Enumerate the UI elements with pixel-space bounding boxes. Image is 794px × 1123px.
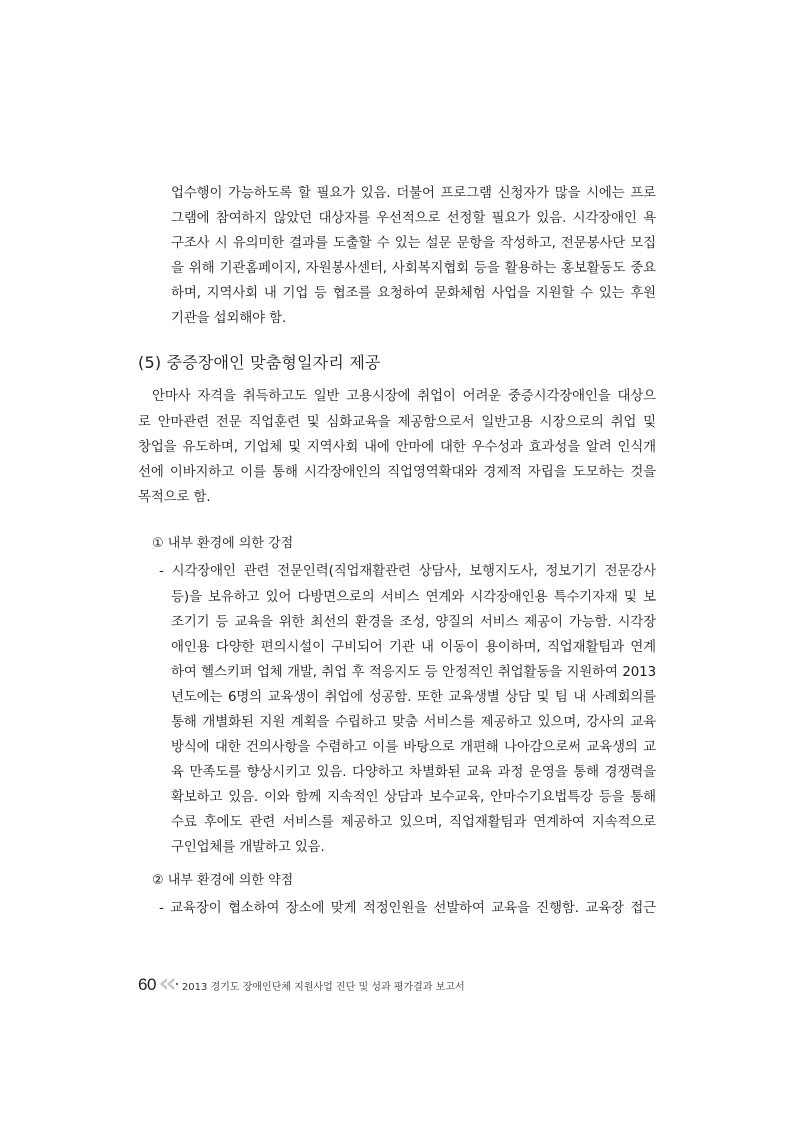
text-line: 창업을 유도하며, 기업체 및 지역사회 내에 안마에 대한 우수성과 효과성을 알려 인식개: [138, 440, 656, 455]
text-line: 업수행이 가능하도록 할 필요가 있음. 더불어 프로그램 신청자가 많을 시에는 프로: [171, 186, 656, 201]
double-chevron-icon: [158, 976, 178, 995]
text-line: 조기기 등 교육을 위한 최선의 환경을 조성, 양질의 서비스 제공이 가능함. 시각장: [171, 615, 656, 630]
text-line: 수료 후에도 관련 서비스를 제공하고 있으며, 직업재활팀과 연계하여 지속적으로: [171, 815, 656, 830]
text-line: 애인용 다양한 편의시설이 구비되어 기관 내 이동이 용이하며, 직업재활팀과 연계: [171, 640, 656, 655]
section-heading: (5) 중증장애인 맞춤형일자리 제공: [138, 353, 381, 372]
page-number: 60: [138, 975, 156, 994]
text-line: 구인업체를 개발하고 있음.: [171, 840, 325, 855]
text-line: 년도에는 6명의 교육생이 취업에 성공함. 또한 교육생별 상담 및 팀 내 사례회의를: [171, 690, 656, 705]
text-line: 육 만족도를 향상시키고 있음. 다양하고 차별화된 교육 과정 운영을 통해 경쟁력을: [171, 765, 656, 780]
text-line: 을 위해 기관홈페이지, 자원봉사센터, 사회복지협회 등을 활용하는 홍보활동도 중요: [171, 261, 656, 276]
text-line: 확보하고 있음. 이와 함께 지속적인 상담과 보수교육, 안마수기요법특강 등을 통해: [171, 790, 656, 805]
subsection-title: ① 내부 환경에 의한 강점: [152, 536, 294, 551]
text-line: 구조사 시 유의미한 결과를 도출할 수 있는 설문 문항을 작성하고, 전문봉사단 모집: [171, 236, 656, 251]
text-line: - 시각장애인 관련 전문인력(직업재활관련 상담사, 보행지도사, 정보기기 전문강사: [159, 564, 656, 579]
text-line: 기관을 섭외해야 함.: [171, 311, 287, 326]
text-line: 목적으로 함.: [138, 490, 211, 505]
text-line: 선에 이바지하고 이를 통해 시각장애인의 직업영역확대와 경제적 자립을 도모하는 것을: [138, 465, 656, 480]
subsection-title: ② 내부 환경에 의한 약점: [152, 873, 294, 888]
text-line: 등)을 보유하고 있어 다방면으로의 서비스 연계와 시각장애인용 특수기자재 및 보: [171, 590, 656, 605]
text-line: 그램에 참여하지 않았던 대상자를 우선적으로 선정할 필요가 있음. 시각장애인 욕: [171, 211, 656, 226]
text-line: 하며, 지역사회 내 기업 등 협조를 요청하여 문화체험 사업을 지원할 수 있는 후원: [171, 286, 656, 301]
text-line: 통해 개별화된 지원 계획을 수립하고 맞춤 서비스를 제공하고 있으며, 강사의 교육: [171, 715, 656, 730]
text-line: 방식에 대한 건의사항을 수렴하고 이를 바탕으로 개편해 나아감으로써 교육생의 교: [171, 740, 656, 755]
text-line: 안마사 자격을 취득하고도 일반 고용시장에 취업이 어려운 중증시각장애인을 대상으: [152, 389, 656, 404]
text-line: - 교육장이 협소하여 장소에 맞게 적정인원을 선발하여 교육을 진행함. 교육장 접근: [159, 901, 656, 916]
footer-title: 2013 경기도 장애인단체 지원사업 진단 및 성과 평가결과 보고서: [181, 981, 465, 993]
text-line: 로 안마관련 전문 직업훈련 및 심화교육을 제공함으로서 일반고용 시장으로의 취업 및: [138, 415, 656, 430]
text-line: 하여 헬스키퍼 업체 개발, 취업 후 적응지도 등 안정적인 취업활동을 지원하여 2013: [171, 665, 656, 680]
page-footer: [138, 974, 465, 996]
